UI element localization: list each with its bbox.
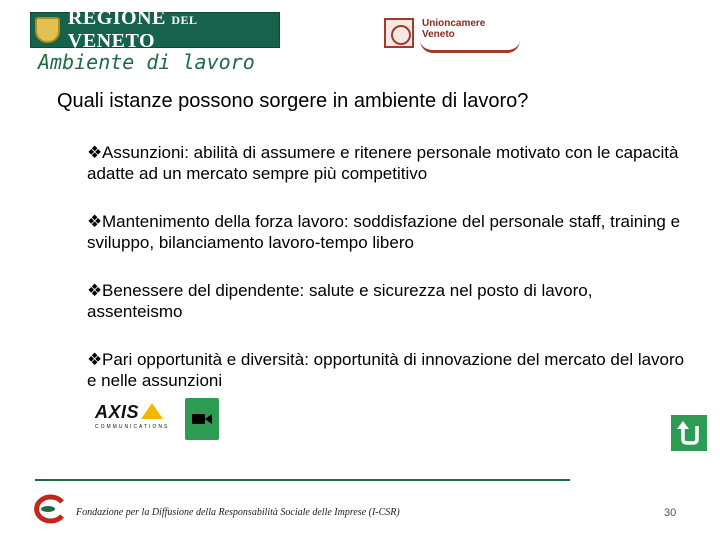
- axis-communications-logo: AXIS COMMUNICATIONS: [95, 402, 170, 430]
- unioncamere-swoosh: [420, 40, 520, 53]
- unioncamere-emblem-icon: [384, 18, 414, 48]
- bullet-item: ❖Benessere del dipendente: salute e sicurezza nel posto di lavoro, assenteismo: [87, 281, 593, 321]
- return-arrow-icon: [674, 418, 704, 448]
- section-title: Ambiente di lavoro: [38, 50, 255, 74]
- slide-question: Quali istanze possono sorgere in ambiente di lavoro?: [57, 90, 529, 112]
- i-csr-logo-icon: [32, 494, 68, 524]
- bullet-item: ❖Assunzioni: abilità di assumere e ritenere personale motivato con le capacità adatte ad un mercato sempre più competitivo: [87, 143, 679, 183]
- diamond-bullet-icon: ❖: [87, 143, 103, 162]
- regione-logo-text: REGIONE DEL VENETO: [67, 7, 198, 52]
- return-button[interactable]: [671, 415, 707, 451]
- axis-triangle-icon: [141, 403, 163, 419]
- diamond-bullet-icon: ❖: [87, 350, 103, 369]
- bullet-item: ❖Pari opportunità e diversità: opportunità di innovazione del mercato del lavoro e nelle assunzioni: [87, 350, 685, 390]
- unioncamere-logo-text: Unioncamere Veneto: [422, 18, 486, 40]
- video-camera-button[interactable]: [185, 398, 219, 440]
- footer-text: Fondazione per la Diffusione della Responsabilità Sociale delle Imprese (I-CSR): [76, 507, 400, 518]
- bullet-item: ❖Mantenimento della forza lavoro: soddisfazione del personale staff, training e sviluppo, bilanciamento lavoro-tempo libero: [87, 212, 681, 252]
- video-camera-icon: [192, 412, 212, 426]
- diamond-bullet-icon: ❖: [87, 212, 103, 231]
- regione-veneto-logo: [30, 7, 280, 52]
- footer-divider: [35, 479, 570, 481]
- diamond-bullet-icon: ❖: [87, 281, 103, 300]
- page-number: 30: [664, 507, 677, 519]
- bullet-list: [87, 142, 687, 418]
- regione-crest-icon: [35, 17, 60, 43]
